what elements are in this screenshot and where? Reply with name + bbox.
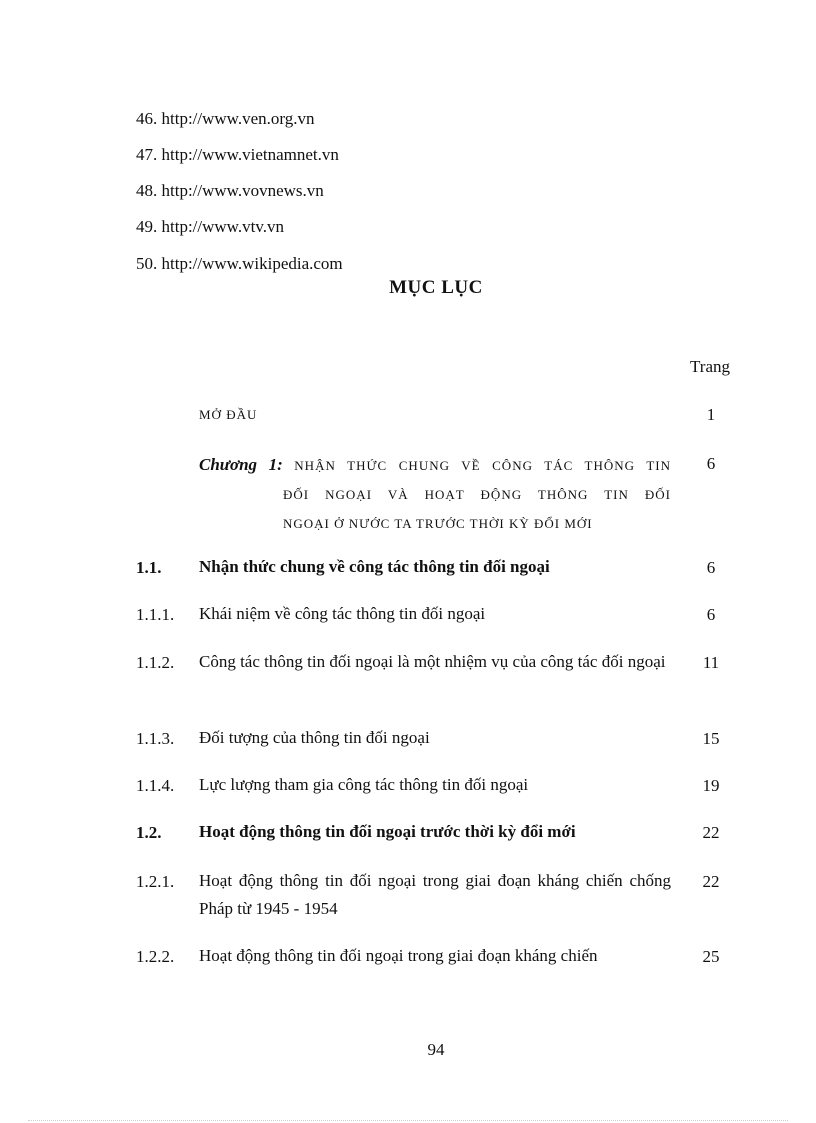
chapter-separator: : xyxy=(277,455,283,474)
toc-entry-title[interactable]: Hoạt động thông tin đối ngoại trong giai đoạn kháng chiến xyxy=(199,946,598,965)
toc-chapter-1[interactable] xyxy=(199,450,671,538)
reference-number: 47. xyxy=(136,145,158,164)
reference-item xyxy=(136,108,315,130)
toc-entry-page: 15 xyxy=(702,729,720,748)
reference-number: 46. xyxy=(136,109,158,128)
toc-entry-title[interactable]: Hoạt động thông tin đối ngoại trước thời kỳ đổi mới xyxy=(199,822,576,841)
chapter-title-line-3: NGOẠI Ở NƯỚC TA TRƯỚC THỜI KỲ ĐỔI MỚI xyxy=(283,516,593,531)
chapter-title-line-1: NHẬN THỨC CHUNG VỀ CÔNG TÁC THÔNG TIN xyxy=(294,458,671,473)
toc-entry-number: 1.2.1. xyxy=(136,872,175,891)
reference-item xyxy=(136,216,284,238)
reference-url[interactable]: http://www.wikipedia.com xyxy=(161,254,343,273)
toc-entry-page: 11 xyxy=(702,653,720,672)
reference-number: 49. xyxy=(136,217,158,236)
toc-entry-title[interactable]: Hoạt động thông tin đối ngoại trong giai đoạn kháng chiến chống Pháp từ 1945 - 1954 xyxy=(199,871,671,918)
reference-item xyxy=(136,253,343,275)
toc-entry-number: 1.2. xyxy=(136,823,162,842)
reference-number: 48. xyxy=(136,181,158,200)
toc-intro-label: MỞ ĐẦU xyxy=(199,407,258,422)
toc-intro[interactable] xyxy=(199,406,257,424)
toc-intro-page: 1 xyxy=(706,405,716,424)
toc-entry-title[interactable]: Đối tượng của thông tin đối ngoại xyxy=(199,728,430,747)
toc-entry-page: 22 xyxy=(702,823,720,842)
reference-url[interactable]: http://www.vietnamnet.vn xyxy=(161,145,339,164)
toc-entry-number: 1.1.4. xyxy=(136,776,175,795)
toc-entry-page: 19 xyxy=(702,776,720,795)
toc-page-header: Trang xyxy=(690,357,730,376)
toc-entry-title[interactable]: Công tác thông tin đối ngoại là một nhiệm vụ của công tác đối ngoại xyxy=(199,652,666,671)
toc-entry-title[interactable]: Khái niệm về công tác thông tin đối ngoại xyxy=(199,604,486,623)
toc-entry-title[interactable]: Lực lượng tham gia công tác thông tin đối ngoại xyxy=(199,775,529,794)
toc-entry-number: 1.2.2. xyxy=(136,947,175,966)
reference-item xyxy=(136,180,324,202)
toc-entry-number: 1.1.2. xyxy=(136,653,175,672)
toc-entry-number: 1.1.1. xyxy=(136,605,175,624)
toc-entry-page: 22 xyxy=(702,872,720,891)
reference-number: 50. xyxy=(136,254,158,273)
reference-item xyxy=(136,144,339,166)
reference-url[interactable]: http://www.ven.org.vn xyxy=(161,109,315,128)
toc-entry-page: 25 xyxy=(702,947,720,966)
page-number: 94 xyxy=(427,1040,445,1059)
reference-url[interactable]: http://www.vtv.vn xyxy=(161,217,284,236)
chapter-label: Chương 1 xyxy=(199,455,278,474)
toc-entry-number: 1.1.3. xyxy=(136,729,175,748)
page-edge-divider xyxy=(28,1120,788,1121)
toc-entry-page: 6 xyxy=(706,605,716,624)
toc-chapter-1-page: 6 xyxy=(706,454,716,473)
toc-entry-page: 6 xyxy=(706,558,716,577)
reference-url[interactable]: http://www.vovnews.vn xyxy=(161,181,324,200)
chapter-title-line-2: ĐỐI NGOẠI VÀ HOẠT ĐỘNG THÔNG TIN ĐỐI xyxy=(283,487,671,502)
toc-entry-title[interactable]: Nhận thức chung về công tác thông tin đối ngoại xyxy=(199,557,550,576)
toc-title: MỤC LỤC xyxy=(389,277,483,298)
toc-entry-number: 1.1. xyxy=(136,558,162,577)
